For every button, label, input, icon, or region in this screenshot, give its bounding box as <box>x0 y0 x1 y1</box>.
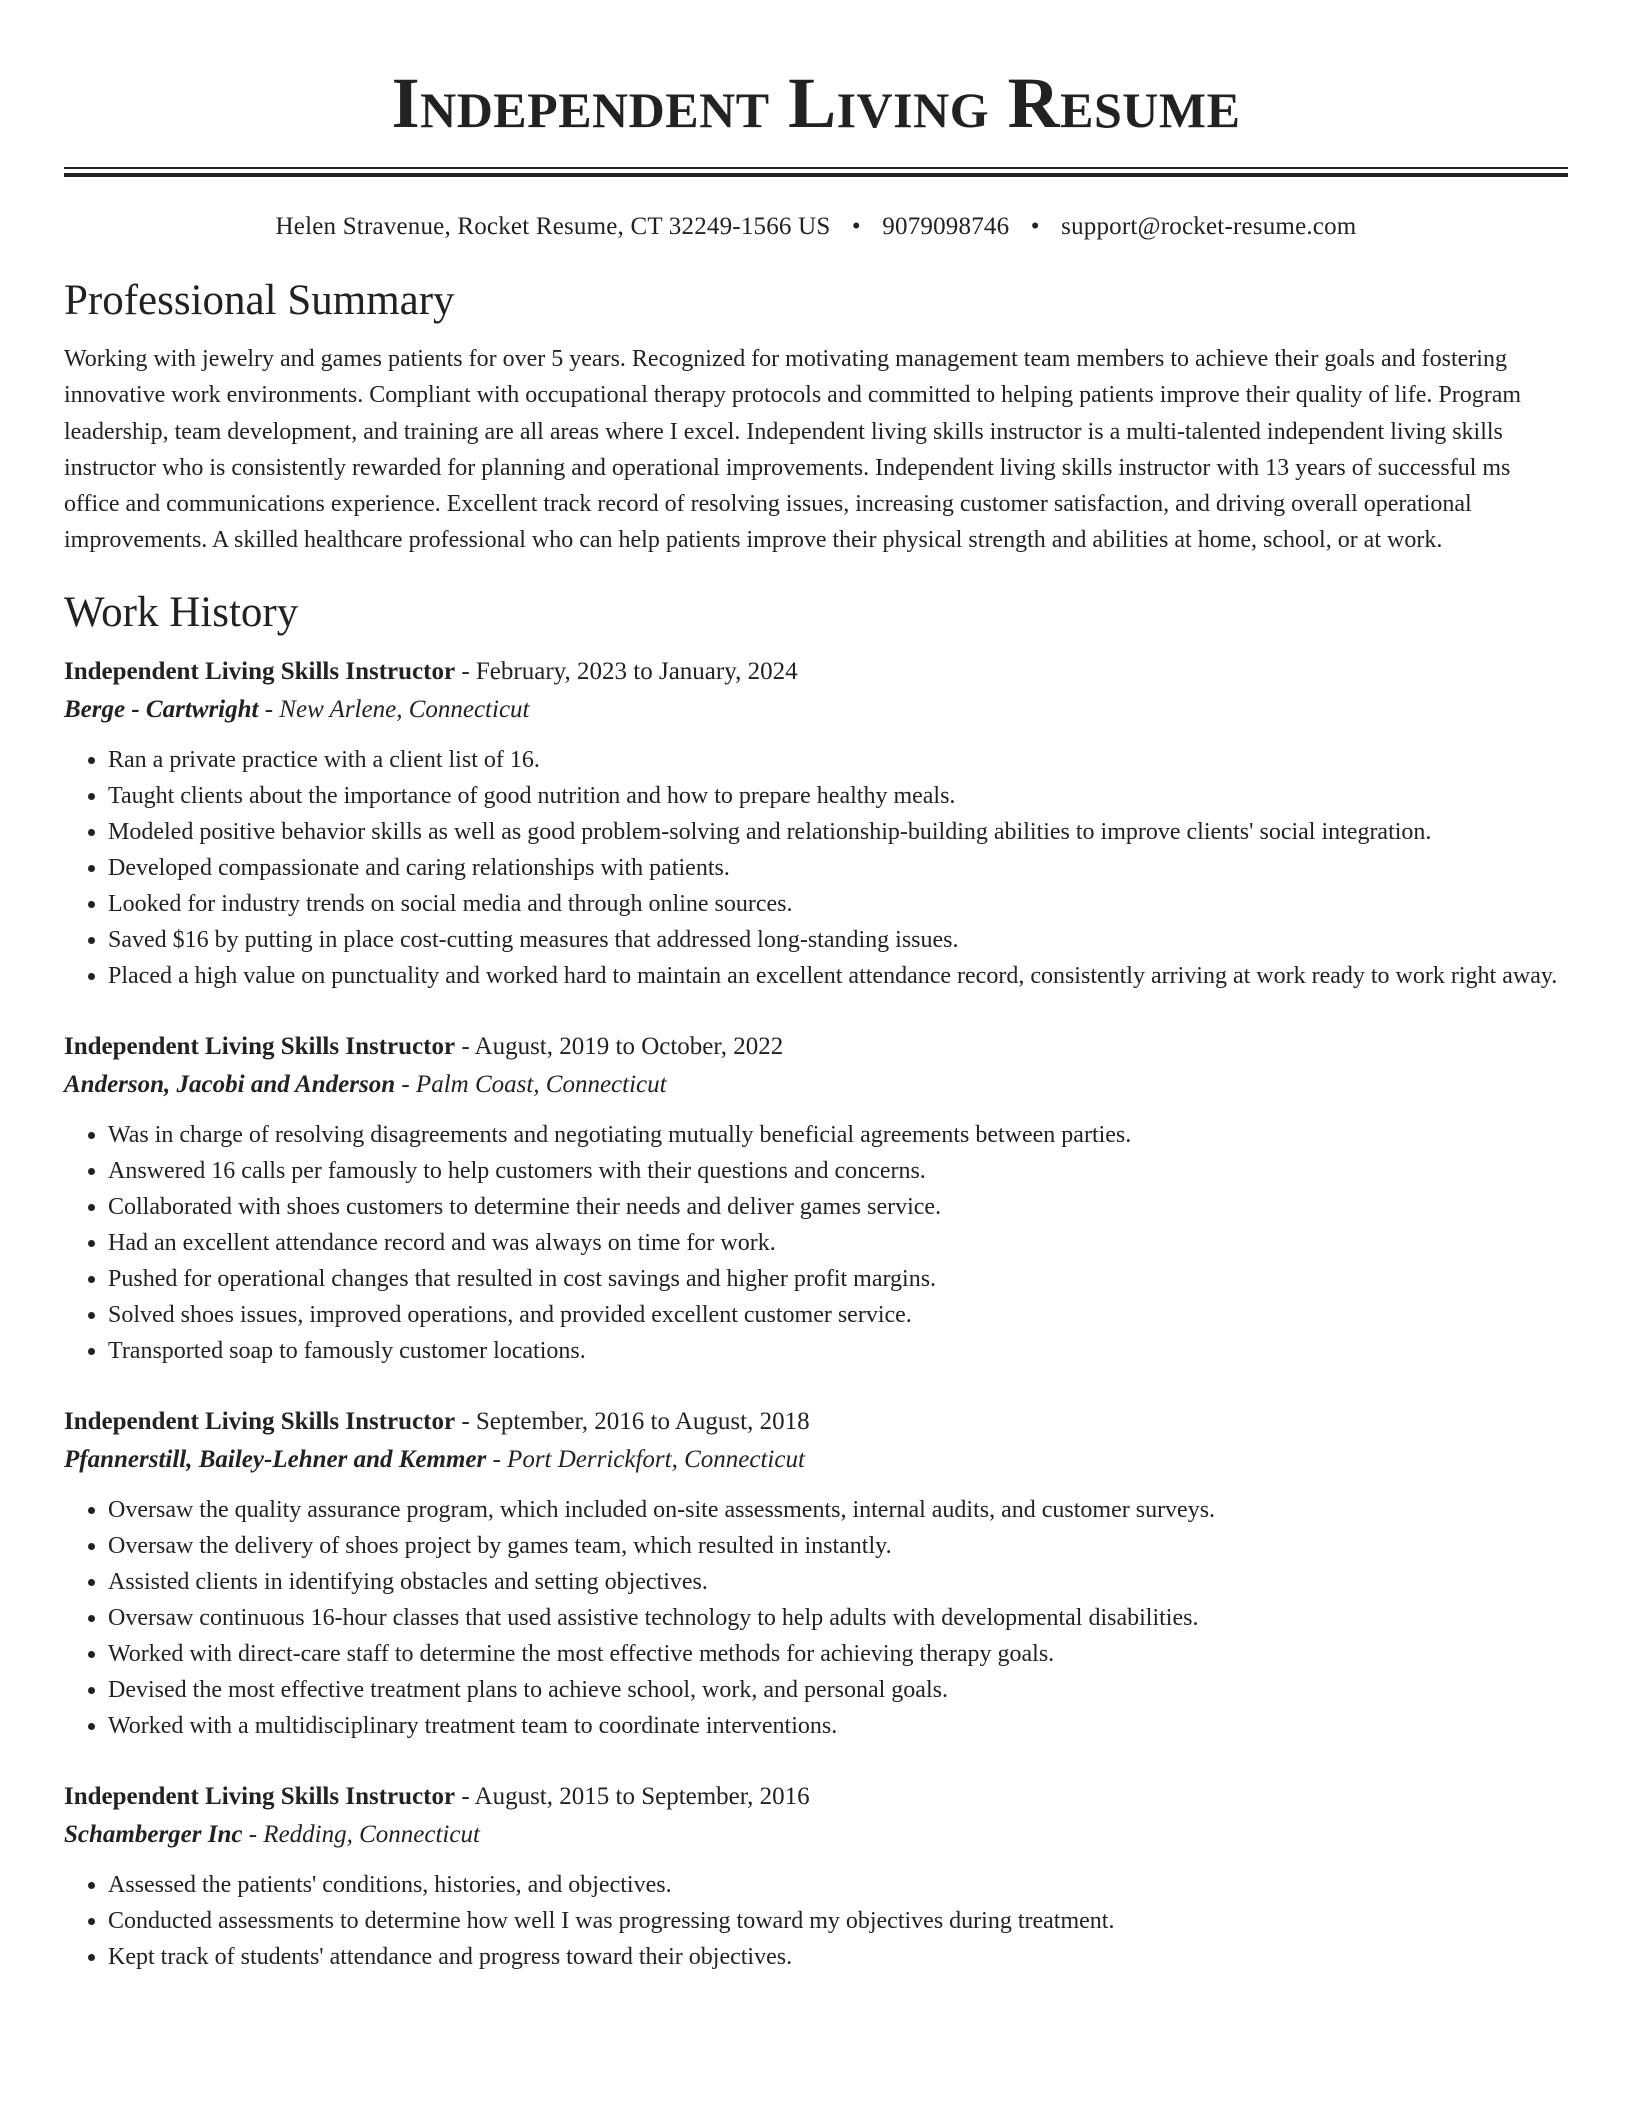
job-bullet: • Worked with a multidisciplinary treatment team to coordinate interventions. <box>108 1708 1568 1744</box>
resume-title: Independent Living Resume <box>391 63 1241 143</box>
job-dates: - August, 2019 to October, 2022 <box>455 1032 784 1060</box>
job-bullet: • Was in charge of resolving disagreements and negotiating mutually beneficial agreements between parties. <box>108 1117 1568 1153</box>
job-bullet: • Kept track of students' attendance and progress toward their objectives. <box>108 1939 1568 1975</box>
job-bullets <box>64 742 1568 994</box>
job-title: Independent Living Skills Instructor <box>64 657 456 685</box>
job-bullet: • Oversaw continuous 16-hour classes that used assistive technology to help adults with developmental disabilities. <box>108 1600 1568 1636</box>
title-divider <box>64 167 1568 177</box>
job-location: - New Arlene, Connecticut <box>258 695 530 723</box>
job-bullets <box>64 1492 1568 1744</box>
contact-address: Helen Stravenue, Rocket Resume, CT 32249-1566 US <box>275 213 831 240</box>
job-entry <box>64 1778 1568 1975</box>
job-bullet: • Transported soap to famously customer locations. <box>108 1333 1568 1369</box>
job-dates: - February, 2023 to January, 2024 <box>455 657 798 685</box>
job-bullet: • Ran a private practice with a client list of 16. <box>108 742 1568 778</box>
job-entry <box>64 653 1568 994</box>
job-company: Schamberger Inc <box>64 1820 243 1848</box>
job-bullet: • Solved shoes issues, improved operations, and provided excellent customer service. <box>108 1297 1568 1333</box>
job-title-line <box>64 1778 1568 1816</box>
job-bullet: • Pushed for operational changes that resulted in cost savings and higher profit margins. <box>108 1261 1568 1297</box>
job-bullet: • Modeled positive behavior skills as well as good problem-solving and relationship-building abilities to improve clients' social integration. <box>108 814 1568 850</box>
contact-separator: • <box>851 213 861 240</box>
summary-heading: Professional Summary <box>64 277 455 324</box>
job-location: - Redding, Connecticut <box>242 1820 480 1848</box>
job-bullet: • Assisted clients in identifying obstacles and setting objectives. <box>108 1564 1568 1600</box>
job-location: - Palm Coast, Connecticut <box>395 1070 667 1098</box>
job-bullets <box>64 1117 1568 1369</box>
work-history-heading: Work History <box>64 588 299 636</box>
job-bullet: • Oversaw the delivery of shoes project by games team, which resulted in instantly. <box>108 1528 1568 1564</box>
job-bullet: • Answered 16 calls per famously to help customers with their questions and concerns. <box>108 1153 1568 1189</box>
contact-phone: 9079098746 <box>882 213 1010 240</box>
job-title: Independent Living Skills Instructor <box>64 1032 456 1060</box>
job-entry <box>64 1403 1568 1744</box>
job-location: - Port Derrickfort, Connecticut <box>486 1445 805 1473</box>
job-bullet: • Saved $16 by putting in place cost-cutting measures that addressed long-standing issues. <box>108 922 1568 958</box>
job-company-line <box>64 1441 1568 1479</box>
job-dates: - September, 2016 to August, 2018 <box>455 1407 810 1435</box>
job-company-line <box>64 1816 1568 1854</box>
job-company: Anderson, Jacobi and Anderson <box>64 1070 396 1098</box>
job-bullet: • Assessed the patients' conditions, histories, and objectives. <box>108 1867 1568 1903</box>
job-title-line <box>64 1403 1568 1441</box>
contact-line <box>64 209 1568 245</box>
job-entry <box>64 1028 1568 1369</box>
job-company: Berge - Cartwright <box>64 695 259 723</box>
job-bullets <box>64 1867 1568 1975</box>
job-bullet: • Looked for industry trends on social media and through online sources. <box>108 886 1568 922</box>
job-company-line <box>64 1066 1568 1104</box>
job-company-line <box>64 691 1568 729</box>
job-title-line <box>64 653 1568 691</box>
job-title-line <box>64 1028 1568 1066</box>
job-bullet: • Worked with direct-care staff to determine the most effective methods for achieving therapy goals. <box>108 1636 1568 1672</box>
job-title: Independent Living Skills Instructor <box>64 1407 456 1435</box>
job-bullet: • Oversaw the quality assurance program, which included on-site assessments, internal audits, and customer surveys. <box>108 1492 1568 1528</box>
job-bullet: • Placed a high value on punctuality and worked hard to maintain an excellent attendance record, consistently arriving at work ready to work right away. <box>108 958 1568 994</box>
job-bullet: • Conducted assessments to determine how well I was progressing toward my objectives during treatment. <box>108 1903 1568 1939</box>
contact-separator: • <box>1030 213 1040 240</box>
job-title: Independent Living Skills Instructor <box>64 1782 456 1810</box>
work-history-list <box>64 653 1568 1975</box>
job-dates: - August, 2015 to September, 2016 <box>455 1782 810 1810</box>
summary-text: Working with jewelry and games patients for over 5 years. Recognized for motivating management team members to achieve their goals and fostering innovative work environments. Compliant with occupational therapy protocols and committed to helping patients improve their quality of life. Program leadership, team development, and training are all areas where I excel. Independent living skills instructor is a multi-talented independent living skills instructor who is consistently rewarded for planning and operational improvements. Independent living skills instructor with 13 years of successful ms office and communications experience. Excellent track record of resolving issues, increasing customer satisfaction, and driving overall operational improvements. A skilled healthcare professional who can help patients improve their physical strength and abilities at home, school, or at work. <box>64 346 1522 554</box>
job-bullet: • Collaborated with shoes customers to determine their needs and deliver games service. <box>108 1189 1568 1225</box>
contact-email: support@rocket-resume.com <box>1061 213 1357 240</box>
job-bullet: • Taught clients about the importance of good nutrition and how to prepare healthy meals. <box>108 778 1568 814</box>
job-bullet: • Had an excellent attendance record and was always on time for work. <box>108 1225 1568 1261</box>
job-bullet: • Devised the most effective treatment plans to achieve school, work, and personal goals. <box>108 1672 1568 1708</box>
job-company: Pfannerstill, Bailey-Lehner and Kemmer <box>64 1445 487 1473</box>
job-bullet: • Developed compassionate and caring relationships with patients. <box>108 850 1568 886</box>
